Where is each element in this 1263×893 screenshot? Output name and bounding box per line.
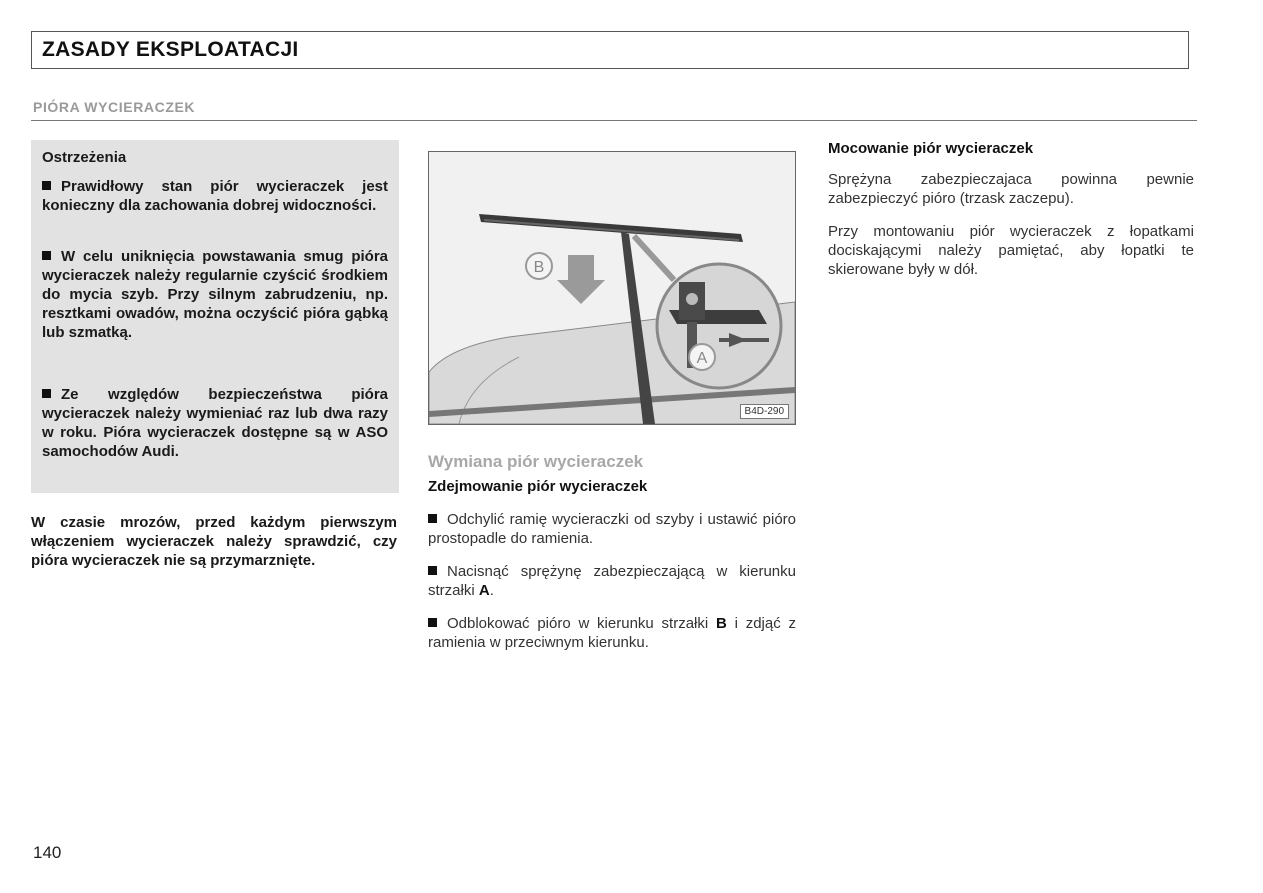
wiper-illustration bbox=[428, 151, 796, 425]
figure-label-b: B bbox=[533, 259, 545, 276]
step-item bbox=[428, 562, 796, 600]
step-arrow-ref: B bbox=[715, 615, 727, 632]
page-number: 140 bbox=[33, 843, 62, 862]
warning-item bbox=[42, 385, 388, 461]
bullet-square-icon bbox=[42, 389, 51, 398]
warning-item-text: W celu uniknięcia powstawania smug pióra wycieraczek należy regularnie czyścić środkiem do mycia szyb. Przy silnym zabrudzeniu, np. resztkami owadów, można oczyścić pióra gąbką lub szmatką. bbox=[42, 248, 388, 341]
warning-item-text: Prawidłowy stan piór wycieraczek jest konieczny dla zachowania dobrej widoczności. bbox=[42, 178, 388, 214]
bullet-square-icon bbox=[428, 618, 437, 627]
step-item bbox=[428, 614, 796, 652]
chapter-header-box bbox=[31, 31, 1189, 69]
replacement-heading: Wymiana piór wycieraczek bbox=[428, 452, 644, 471]
warning-item bbox=[42, 247, 388, 342]
warning-title: Ostrzeżenia bbox=[42, 149, 127, 166]
bullet-square-icon bbox=[428, 514, 437, 523]
step-text-after: . bbox=[489, 582, 494, 599]
warning-item-text: Ze względów bezpieczeństwa pióra wycieraczek należy wymieniać raz lub dwa razy w roku. Pióra wycieraczek dostępne są w ASO samochodów Audi. bbox=[42, 386, 388, 460]
step-arrow-ref: A bbox=[478, 582, 490, 599]
warning-item bbox=[42, 177, 388, 215]
step-item bbox=[428, 510, 796, 548]
figure-code: B4D-290 bbox=[740, 404, 789, 419]
removal-subheading: Zdejmowanie piór wycieraczek bbox=[428, 478, 648, 495]
bullet-square-icon bbox=[42, 181, 51, 190]
step-text: Nacisnąć sprężynę zabezpieczającą w kierunku strzałki bbox=[428, 563, 796, 599]
step-text: Odblokować pióro w kierunku strzałki bbox=[447, 615, 716, 632]
mounting-paragraph: Przy montowaniu piór wycieraczek z łopatkami dociskającymi należy pamiętać, aby łopatki te skierowane były w dół. bbox=[828, 223, 1194, 278]
section-label: PIÓRA WYCIERACZEK bbox=[33, 99, 196, 115]
chapter-title: ZASADY EKSPLOATACJI bbox=[42, 38, 299, 61]
bullet-square-icon bbox=[42, 251, 51, 260]
figure-label-a: A bbox=[696, 350, 708, 367]
bullet-square-icon bbox=[428, 566, 437, 575]
mounting-heading: Mocowanie piór wycieraczek bbox=[828, 140, 1034, 157]
step-text-after: i zdjąć z ramienia w przeciwnym kierunku. bbox=[428, 615, 797, 651]
section-divider bbox=[31, 120, 1197, 121]
step-text: Odchylić ramię wycieraczki od szyby i ustawić pióro prostopadle do ramienia. bbox=[428, 511, 796, 547]
warning-box bbox=[31, 140, 399, 493]
mounting-paragraph: Sprężyna zabezpieczajaca powinna pewnie zabezpieczyć pióro (trzask zaczepu). bbox=[828, 171, 1194, 207]
wiper-drawing bbox=[429, 152, 795, 424]
frost-note: W czasie mrozów, przed każdym pierwszym włączeniem wycieraczek należy sprawdzić, czy pióra wycieraczek nie są przymarznięte. bbox=[31, 514, 397, 569]
